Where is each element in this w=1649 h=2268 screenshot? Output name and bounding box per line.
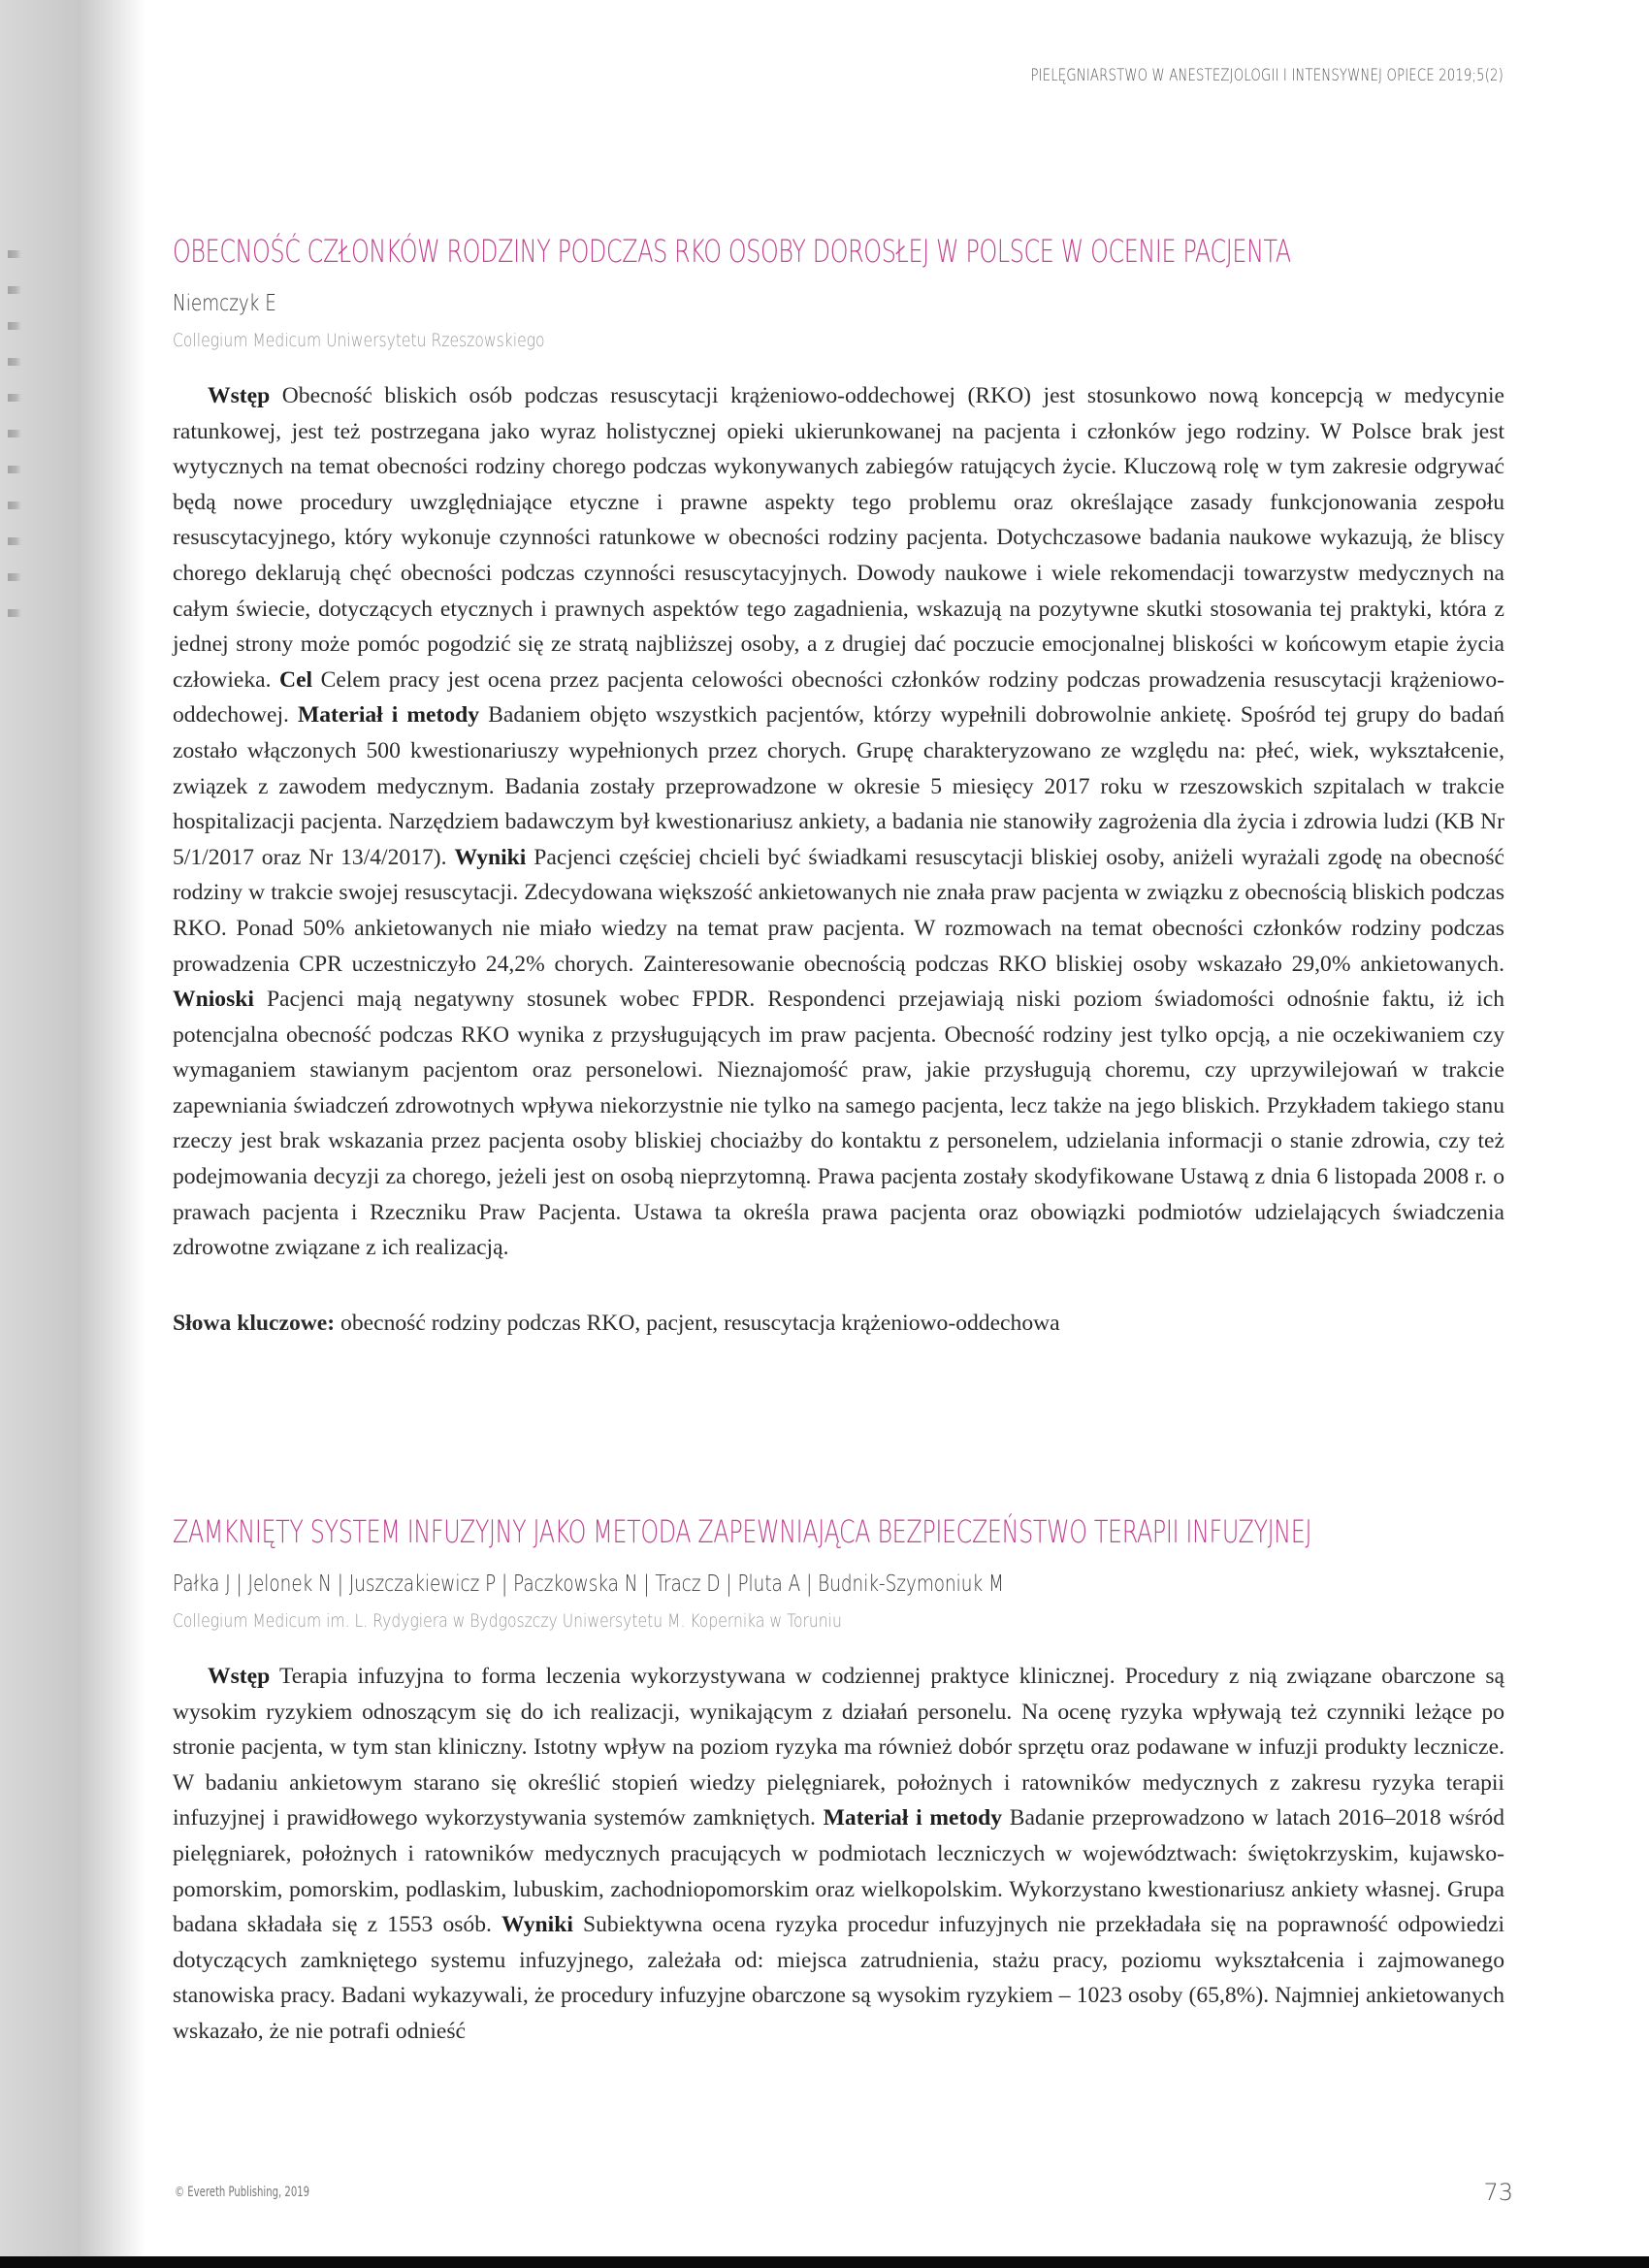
section-label: Materiał i metody (297, 702, 480, 729)
article-authors: Niemczyk E (173, 291, 276, 316)
running-head: PIELĘGNIARSTWO W ANESTEZJOLOGII I INTENSYWNEJ OPIECE 2019;5(2) (1030, 66, 1504, 85)
section-text: Obecność bliskich osób podczas resuscytacji krążeniowo-oddechowej (RKO) jest stosunkowo nową koncepcją w medycynie ratunkowej, jest też postrzegana jako wyraz holistycznej opieki ukierunkowanej na pacjenta i członków jego rodziny. W Polsce brak jest wytycznych na temat obecności rodziny chorego podczas wykonywanych zabiegów ratujących życie. Kluczową rolę w tym zakresie odgrywać będą nowe procedury uwzględniające etyczne i prawne aspekty tego problemu oraz określające zasady funkcjonowania zespołu resuscytacyjnego, który wykonuje czynności ratunkowe w obecności rodziny pacjenta. Dotychczasowe badania naukowe wykazują, że bliscy chorego deklarują chęć obecności podczas czynności resuscytacyjnych. Dowody naukowe i wiele rekomendacji towarzystw medycznych na całym świecie, dotyczących etycznych i prawnych aspektów tego zagadnienia, wskazują na pozytywne skutki stosowania tej praktyki, która z jednej strony może pomóc pogodzić się ze stratą najbliższej osoby, a z drugiej dać poczucie emocjonalnej bliskości w końcowym etapie życia człowieka. (173, 383, 1504, 693)
page-number: 73 (1483, 2179, 1513, 2206)
section-text: Terapia infuzyjna to forma leczenia wykorzystywana w codziennej praktyce klinicznej. Procedury z nią związane obarczone są wysokim ryzykiem odnoszącym się do ich realizacji, wynikającym z działań personelu. Na ocenę ryzyka wpływają też czynniki leżące po stronie pacjenta, w tym stan kliniczny. Istotny wpływ na poziom ryzyka ma również dobór sprzętu oraz podawane w infuzji produkty lecznicze. W badaniu ankietowym starano się określić stopień wiedzy pielęgniarek, położnych i ratowników medycznych z zakresu ryzyka terapii infuzyjnej i prawidłowego wykorzystywania systemów zamkniętych. (173, 1664, 1504, 1831)
section-text: Celem pracy jest ocena przez pacjenta celowości obecności członków rodziny podczas prowadzenia resuscytacji krążeniowo-oddechowej. (173, 666, 1504, 729)
section-text: Pacjenci mają negatywny stosunek wobec FPDR. Respondenci przejawiają niski poziom świadomości odnośnie faktu, iż ich potencjalna obecność podczas RKO wynika z przysługujących im praw pacjenta. Obecność rodziny jest tylko opcją, a nie oczekiwaniem czy wymaganiem stawianym pacjentom oraz personelowi. Nieznajomość praw, jakie przysługują choremu, czy uprzywilejowań w trakcie zapewniania świadczeń zdrowotnych wpływa niekorzystnie nie tylko na samego pacjenta, lecz także na jego bliskich. Przykładem takiego stanu rzeczy jest brak wskazania przez pacjenta osoby bliskiej chociażby do kontaktu z personelem, udzielania informacji o stanie zdrowia, czy też podejmowania decyzji za chorego, jeżeli jest on osobą nieprzytomną. Prawa pacjenta zostały skodyfikowane Ustawą z dnia 6 listopada 2008 r. o prawach pacjenta i Rzeczniku Praw Pacjenta. Ustawa ta określa prawa pacjenta oraz obowiązki podmiotów udzielających świadczenia zdrowotne związane z ich realizacją. (173, 987, 1504, 1261)
article-authors: Pałka J | Jelonek N | Juszczakiewicz P | Paczkowska N | Tracz D | Pluta A | Budnik-Szymoniuk M (173, 1571, 1004, 1597)
article-1 (173, 233, 1504, 1337)
section-text: Badaniem objęto wszystkich pacjentów, którzy wypełnili dobrowolnie ankietę. Spośród tej grupy do badań zostało włączonych 500 kwestionariuszy wypełnionych przez chorych. Grupę charakteryzowano ze względu na: płeć, wiek, wykształcenie, związek z zawodem medycznym. Badania zostały przeprowadzone w okresie 5 miesięcy 2017 roku w rzeszowskich szpitalach w trakcie hospitalizacji pacjenta. Narzędziem badawczym był kwestionariusz ankiety, a badania nie stanowiły zagrożenia dla życia i zdrowia ludzi (KB Nr 5/1/2017 oraz Nr 13/4/2017). (173, 702, 1505, 870)
section-text: Subiektywna ocena ryzyka procedur infuzyjnych nie przekładała się na poprawność odpowiedzi dotyczących zamkniętego systemu infuzyjnego, zależała od: miejsca zatrudnienia, stażu pracy, poziomu wykształcenia i zajmowanego stanowiska pracy. Badani wykazywali, że procedury infuzyjne obarczone są wysokim ryzykiem – 1023 osoby (65,8%). Najmniej ankietowanych wskazało, że nie potrafi odnieść (173, 1912, 1504, 2044)
section-label: Cel (279, 666, 313, 693)
article-title: OBECNOŚĆ CZŁONKÓW RODZINY PODCZAS RKO OSOBY DOROSŁEJ W POLSCE W OCENIE PACJENTA (173, 233, 1291, 270)
article-affiliation: Collegium Medicum Uniwersytetu Rzeszowskiego (173, 330, 545, 351)
adjacent-page-bleed (8, 250, 27, 645)
article-abstract (173, 378, 1504, 1266)
keywords (173, 1311, 1504, 1337)
article-title: ZAMKNIĘTY SYSTEM INFUZYJNY JAKO METODA ZAPEWNIAJĄCA BEZPIECZEŃSTWO TERAPII INFUZYJNEJ (173, 1513, 1312, 1550)
section-label: Wstęp (208, 383, 271, 408)
keywords-label: Słowa kluczowe: (173, 1310, 336, 1336)
scan-bottom-edge (0, 2256, 1649, 2268)
section-label: Wyniki (501, 1912, 573, 1938)
keywords-text: obecność rodziny podczas RKO, pacjent, resuscytacja krążeniowo-oddechowa (340, 1310, 1060, 1336)
section-label: Wstęp (208, 1664, 271, 1689)
section-text: Pacjenci częściej chcieli być świadkami resuscytacji bliskiej osoby, aniżeli wyrażali zgodę na obecność rodziny w trakcie swojej resuscytacji. Zdecydowana większość ankietowanych nie znała praw pacjenta w związku z obecnością bliskich podczas RKO. Ponad 50% ankietowanych nie miało wiedzy na temat praw pacjenta. W rozmowach na temat obecności członków rodziny podczas prowadzenia CPR uczestniczyło 24,2% chorych. Zainteresowanie obecnością podczas RKO bliskiej osoby wskazało 29,0% ankietowanych. (173, 844, 1504, 977)
section-label: Wyniki (454, 844, 527, 870)
article-2 (173, 1513, 1504, 2050)
section-label: Wnioski (173, 987, 254, 1013)
section-label: Materiał i metody (823, 1805, 1003, 1831)
section-text: Badanie przeprowadzono w latach 2016–2018 wśród pielęgniarek, położnych i ratowników medycznych pracujących w podmiotach leczniczych w województwach: świętokrzyskim, kujawsko-pomorskim, pomorskim, podlaskim, lubuskim, zachodniopomorskim oraz wielkopolskim. Wykorzystano kwestionariusz ankiety własnej. Grupa badana składała się z 1553 osób. (173, 1805, 1504, 1938)
copyright-footer: © Evereth Publishing, 2019 (175, 2185, 310, 2200)
article-affiliation: Collegium Medicum im. L. Rydygiera w Bydgoszczy Uniwersytetu M. Kopernika w Toruniu (173, 1610, 842, 1632)
article-abstract (173, 1659, 1504, 2050)
